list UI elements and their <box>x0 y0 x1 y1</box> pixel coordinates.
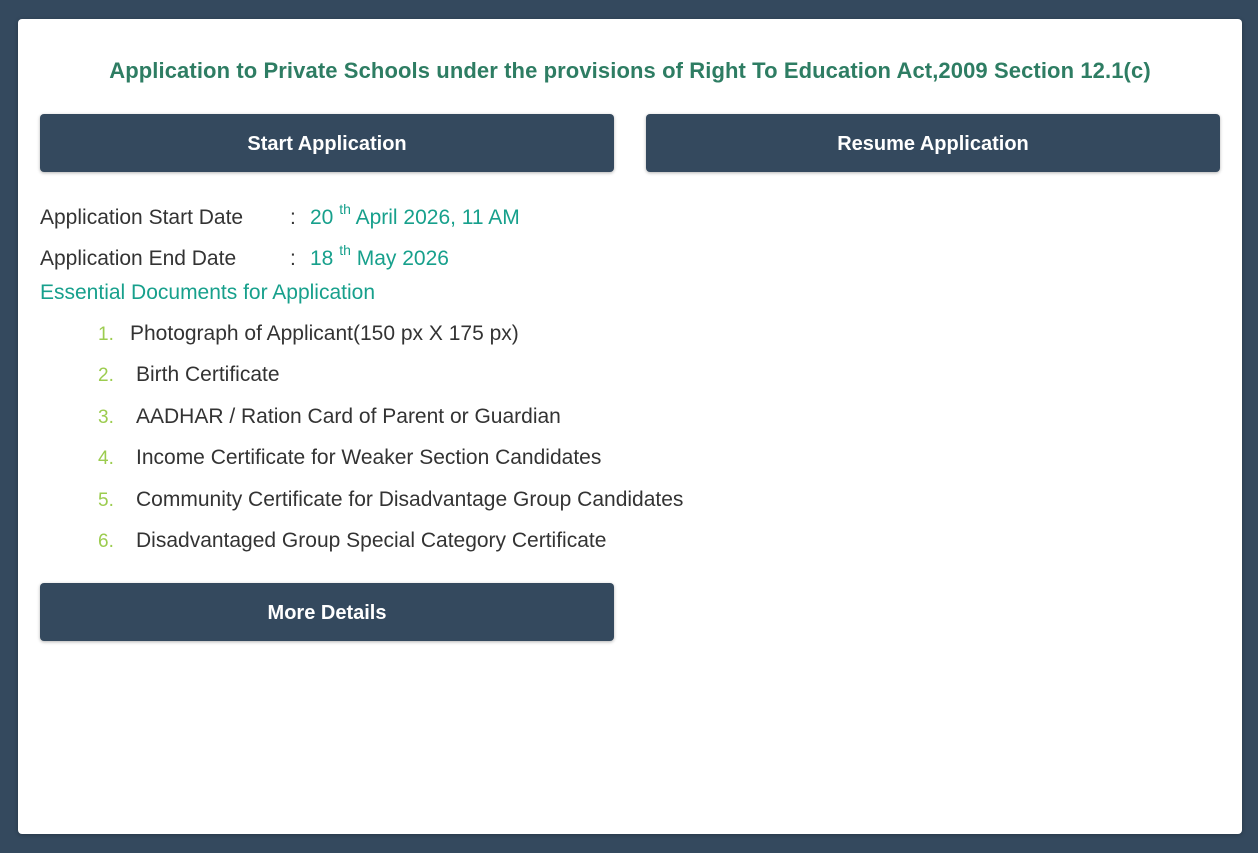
list-item <box>98 361 683 402</box>
list-item-number: 1. <box>98 324 114 345</box>
start-date-row <box>40 197 520 229</box>
end-date-separator: : <box>290 247 296 270</box>
list-item <box>98 486 683 527</box>
start-date-value <box>310 201 520 229</box>
list-item-text: AADHAR / Ration Card of Parent or Guardian <box>136 404 561 428</box>
end-date-rest: May 2026 <box>350 247 449 270</box>
documents-list <box>98 320 683 568</box>
end-date-day: 18 <box>310 247 334 270</box>
list-item <box>98 403 683 444</box>
list-item-number: 5. <box>98 489 114 511</box>
list-item-number: 4. <box>98 448 114 470</box>
start-application-button[interactable]: Start Application <box>40 114 614 172</box>
resume-application-button[interactable]: Resume Application <box>646 114 1220 172</box>
application-card <box>18 19 1242 834</box>
end-date-label: Application End Date <box>40 247 237 270</box>
end-date-value <box>310 242 449 270</box>
list-item-number: 6. <box>98 530 114 552</box>
list-item-number: 3. <box>98 406 114 428</box>
end-date-row <box>40 238 449 270</box>
start-date-separator: : <box>290 206 296 229</box>
more-details-button[interactable]: More Details <box>40 583 614 641</box>
documents-heading: Essential Documents for Application <box>40 281 376 304</box>
start-date-suffix: th <box>339 201 351 217</box>
page-title: Application to Private Schools under the provisions of Right To Education Act,2009 Section 12.1(c) <box>109 58 1151 83</box>
list-item-text: Birth Certificate <box>136 363 280 387</box>
list-item <box>98 444 683 485</box>
start-date-rest: April 2026, 11 AM <box>350 206 520 229</box>
end-date-suffix: th <box>339 242 351 258</box>
list-item-text: Income Certificate for Weaker Section Candidates <box>136 446 602 470</box>
start-date-label: Application Start Date <box>40 206 244 229</box>
list-item <box>98 527 683 568</box>
list-item-text: Photograph of Applicant(150 px X 175 px) <box>130 322 519 345</box>
list-item-text: Disadvantaged Group Special Category Certificate <box>136 528 607 552</box>
list-item-number: 2. <box>98 365 114 387</box>
list-item-text: Community Certificate for Disadvantage Group Candidates <box>136 487 684 511</box>
list-item <box>98 320 683 361</box>
start-date-day: 20 <box>310 206 334 229</box>
